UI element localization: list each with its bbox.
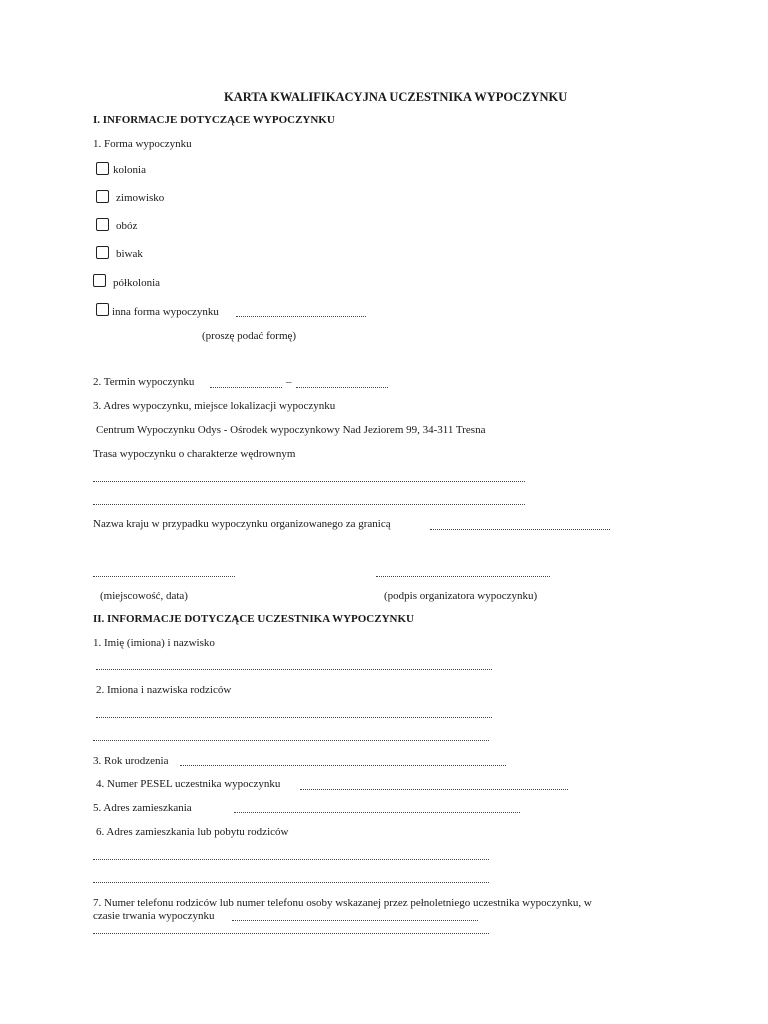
route-field-2[interactable]: [93, 504, 525, 505]
question-name: 1. Imię (imiona) i nazwisko: [93, 637, 215, 649]
question-form: 1. Forma wypoczynku: [93, 138, 192, 150]
organizer-signature-field[interactable]: [376, 576, 550, 577]
parents-address-field-1[interactable]: [93, 859, 489, 860]
country-field[interactable]: [430, 529, 610, 530]
checkbox-kolonia[interactable]: [96, 162, 109, 175]
parents-field-1[interactable]: [96, 717, 492, 718]
birth-year-field[interactable]: [180, 765, 506, 766]
place-date-field[interactable]: [93, 576, 235, 577]
option-inna-forma-label: inna forma wypoczynku: [112, 306, 219, 318]
phone-field-1[interactable]: [232, 920, 478, 921]
place-date-label: (miejscowość, data): [100, 590, 188, 602]
option-kolonia-label: kolonia: [113, 164, 146, 176]
question-term: 2. Termin wypoczynku: [93, 376, 195, 388]
section-1-heading: I. INFORMACJE DOTYCZĄCE WYPOCZYNKU: [93, 114, 335, 126]
checkbox-inna-forma[interactable]: [96, 303, 109, 316]
question-parents-address: 6. Adres zamieszkania lub pobytu rodziców: [96, 826, 289, 838]
question-pesel: 4. Numer PESEL uczestnika wypoczynku: [96, 778, 281, 790]
route-field-1[interactable]: [93, 481, 525, 482]
question-address: 3. Adres wypoczynku, miejsce lokalizacji wypoczynku: [93, 400, 336, 412]
section-2-heading: II. INFORMACJE DOTYCZĄCE UCZESTNIKA WYPOCZYNKU: [93, 613, 414, 625]
option-zimowisko-label: zimowisko: [116, 192, 165, 204]
address-text: Centrum Wypoczynku Odys - Ośrodek wypoczynkowy Nad Jeziorem 99, 34-311 Tresna: [96, 424, 486, 436]
question-phone-line1: 7. Numer telefonu rodziców lub numer telefonu osoby wskazanej przez pełnoletniego uczestnika wypoczynku, w: [93, 897, 592, 909]
country-label: Nazwa kraju w przypadku wypoczynku organizowanego za granicą: [93, 518, 391, 530]
checkbox-oboz[interactable]: [96, 218, 109, 231]
question-home-address: 5. Adres zamieszkania: [93, 802, 192, 814]
option-polkolonia-label: półkolonia: [113, 277, 161, 289]
term-end-field[interactable]: [296, 387, 388, 388]
home-address-field[interactable]: [234, 812, 520, 813]
route-label: Trasa wypoczynku o charakterze wędrownym: [93, 448, 296, 460]
other-form-note: (proszę podać formę): [202, 330, 297, 342]
phone-field-2[interactable]: [93, 933, 489, 934]
question-phone-line2: czasie trwania wypoczynku: [93, 910, 215, 922]
option-biwak-label: biwak: [116, 248, 143, 260]
inna-forma-field[interactable]: [236, 316, 366, 317]
checkbox-biwak[interactable]: [96, 246, 109, 259]
pesel-field[interactable]: [300, 789, 568, 790]
option-oboz-label: obóz: [116, 220, 138, 232]
checkbox-polkolonia[interactable]: [93, 274, 106, 287]
organizer-signature-label: (podpis organizatora wypoczynku): [384, 590, 538, 602]
term-separator: –: [286, 376, 292, 388]
question-birth-year: 3. Rok urodzenia: [93, 755, 169, 767]
name-field[interactable]: [96, 669, 492, 670]
parents-field-2[interactable]: [93, 740, 489, 741]
question-parents: 2. Imiona i nazwiska rodziców: [96, 684, 232, 696]
term-start-field[interactable]: [210, 387, 282, 388]
document-title: KARTA KWALIFIKACYJNA UCZESTNIKA WYPOCZYNKU: [224, 90, 568, 104]
parents-address-field-2[interactable]: [93, 882, 489, 883]
checkbox-zimowisko[interactable]: [96, 190, 109, 203]
